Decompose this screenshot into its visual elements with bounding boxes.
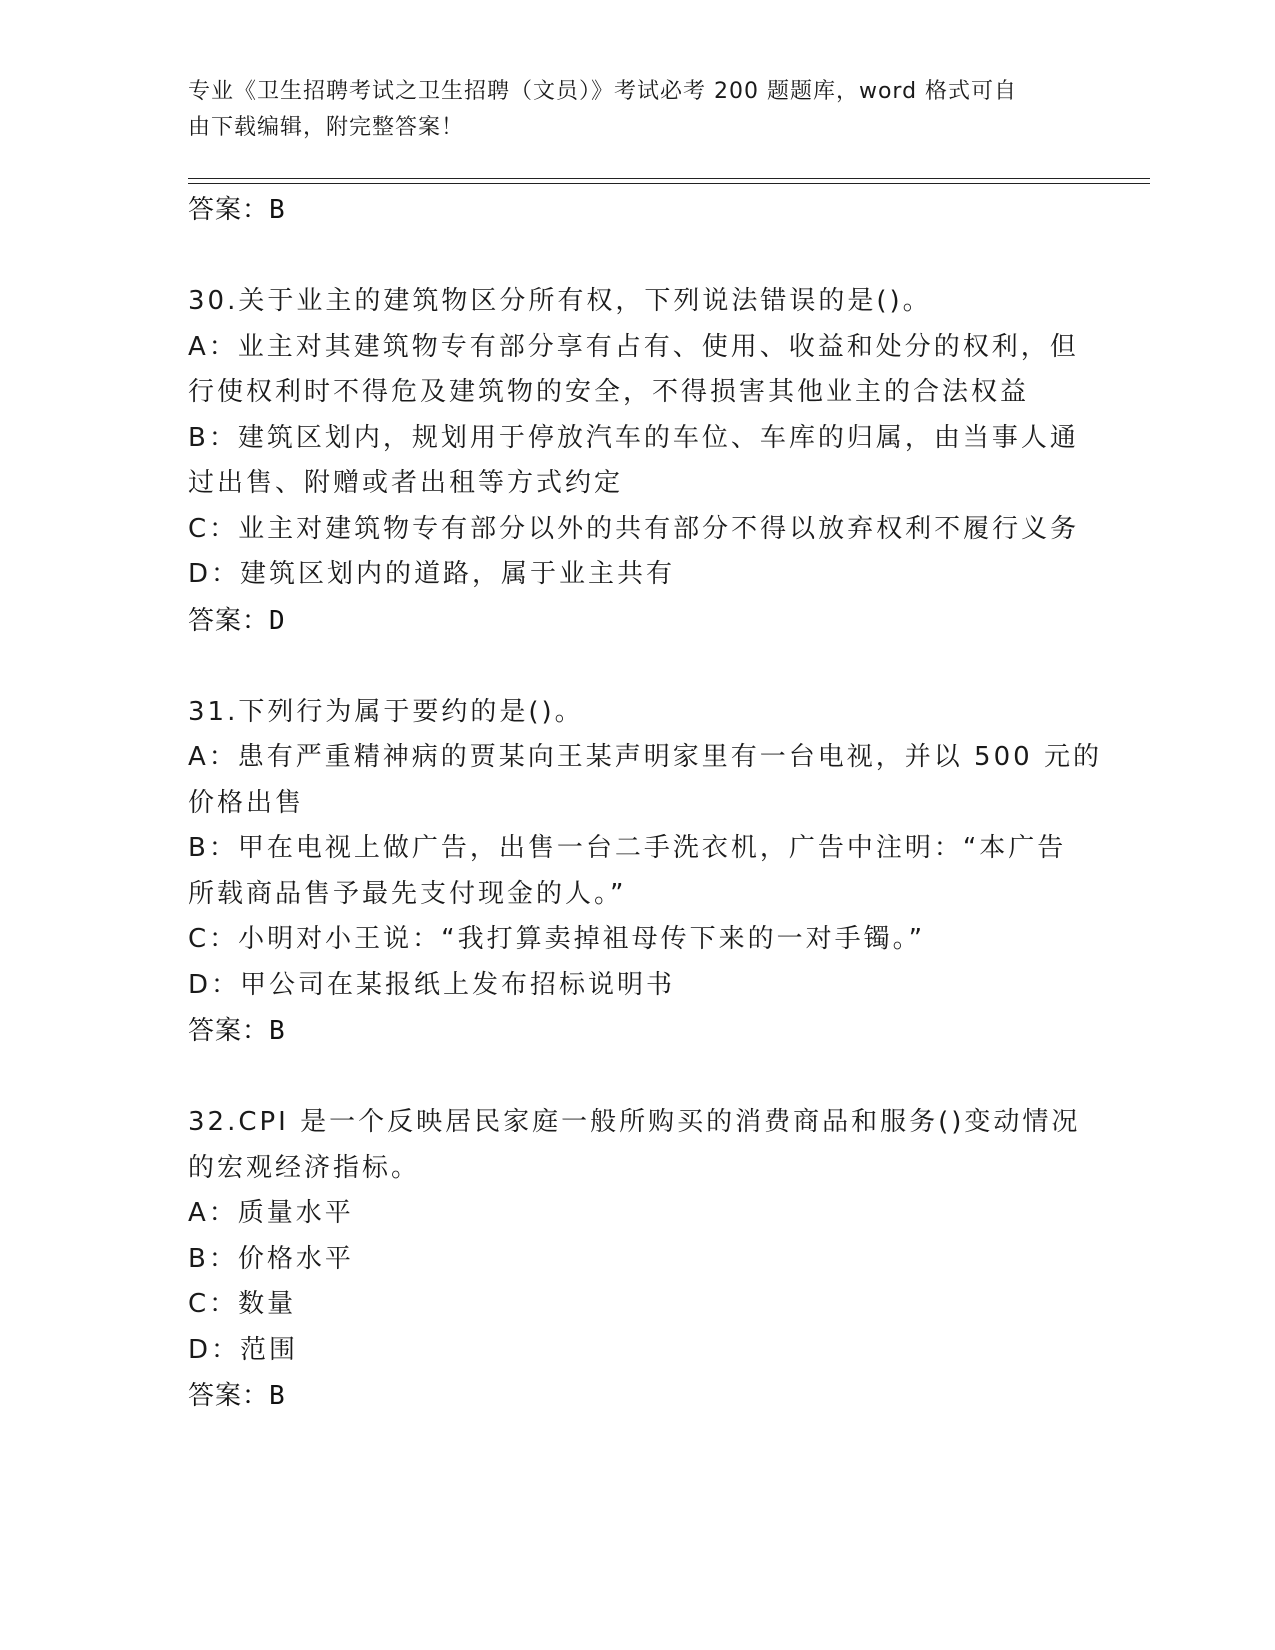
header-divider bbox=[188, 183, 1150, 184]
answer-label: 答案： bbox=[188, 605, 270, 636]
option-c-line: C：小明对小王说：“我打算卖掉祖母传下来的一对手镯。” bbox=[188, 924, 926, 954]
option-d-line: D：范围 bbox=[188, 1334, 299, 1365]
answer-label: 答案： bbox=[188, 195, 270, 225]
document-body bbox=[188, 187, 1102, 1419]
option-b-line: 所载商品售予最先支付现金的人。” bbox=[188, 878, 627, 909]
question-30 bbox=[188, 279, 1088, 644]
header-line: 由下载编辑，附完整答案！ bbox=[188, 115, 465, 140]
option-b-line: B：建筑区划内，规划用于停放汽车的车位、车库的归属，由当事人通 bbox=[188, 422, 1079, 453]
option-c-line: C：数量 bbox=[188, 1289, 297, 1319]
document-header bbox=[188, 74, 1068, 146]
option-b-line: B：甲在电视上做广告，出售一台二手洗衣机，广告中注明：“本广告 bbox=[188, 833, 1067, 863]
question-stem: 31.下列行为属于要约的是()。 bbox=[188, 696, 584, 727]
option-a-line: A：患有严重精神病的贾某向王某声明家里有一台电视，并以 500 元的 bbox=[188, 742, 1102, 772]
answer-value: D bbox=[269, 605, 286, 636]
question-stem: 的宏观经济指标。 bbox=[188, 1152, 421, 1183]
answer-line bbox=[188, 598, 1088, 644]
option-a-line: A：质量水平 bbox=[188, 1198, 354, 1228]
question-stem: 30.关于业主的建筑物区分所有权，下列说法错误的是()。 bbox=[188, 286, 932, 316]
answer-line bbox=[188, 1373, 1088, 1419]
option-d-line: D：甲公司在某报纸上发布招标说明书 bbox=[188, 969, 676, 1000]
option-a-line: 价格出售 bbox=[188, 787, 305, 818]
answer-line bbox=[188, 1008, 1088, 1054]
answer-line bbox=[188, 187, 1088, 233]
question-stem: 32.CPI 是一个反映居民家庭一般所购买的消费商品和服务()变动情况 bbox=[188, 1107, 1081, 1137]
answer-label: 答案： bbox=[188, 1381, 270, 1411]
option-d-line: D：建筑区划内的道路，属于业主共有 bbox=[188, 559, 676, 589]
option-c-line: C：业主对建筑物专有部分以外的共有部分不得以放弃权利不履行义务 bbox=[188, 513, 1080, 544]
option-b-line: 过出售、附赠或者出租等方式约定 bbox=[188, 468, 624, 498]
answer-value: B bbox=[269, 1016, 286, 1046]
question-31 bbox=[188, 690, 1102, 1055]
answer-value: B bbox=[269, 1381, 286, 1411]
header-divider bbox=[188, 178, 1150, 179]
option-b-line: B：价格水平 bbox=[188, 1243, 354, 1274]
question-32 bbox=[188, 1100, 1088, 1419]
answer-label: 答案： bbox=[188, 1016, 270, 1046]
option-a-line: A：业主对其建筑物专有部分享有占有、使用、收益和处分的权利，但 bbox=[188, 331, 1079, 362]
answer-value: B bbox=[269, 195, 286, 225]
header-line: 专业《卫生招聘考试之卫生招聘（文员）》考试必考 200 题题库，word 格式可自 bbox=[188, 79, 1018, 104]
option-a-line: 行使权利时不得危及建筑物的安全，不得损害其他业主的合法权益 bbox=[188, 377, 1030, 407]
